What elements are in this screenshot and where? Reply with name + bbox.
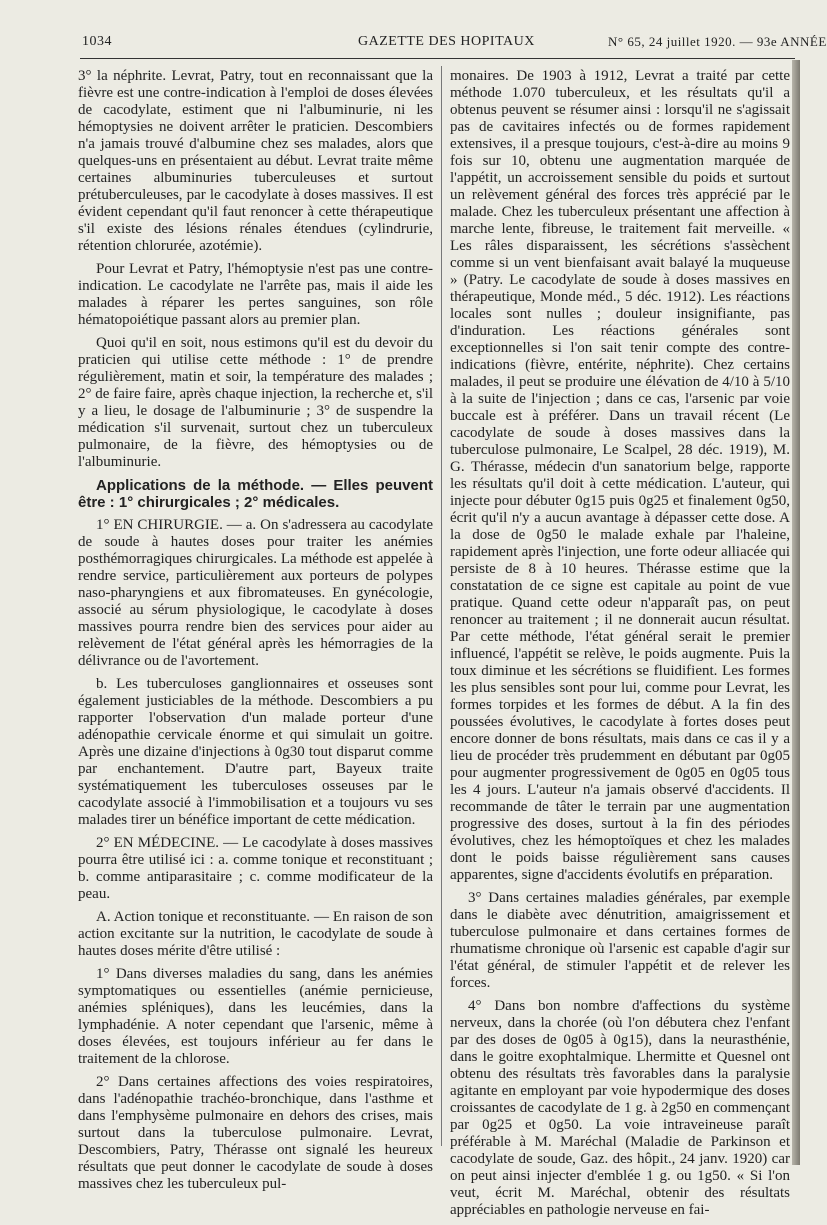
- header-rule: [80, 58, 795, 59]
- right-column: [450, 68, 790, 1225]
- page-header: [58, 28, 827, 52]
- issue-info: N° 65, 24 juillet 1920. — 93e ANNÉE: [608, 34, 827, 49]
- column-divider: [441, 66, 442, 1146]
- page-number: 1034: [82, 34, 112, 49]
- paragraph: A. Action tonique et reconstituante. — En raison de son action excitante sur la nutrition, le cacodylate de soude à hautes doses mérite d'être utilisé :: [78, 909, 433, 959]
- paragraph: 1° Dans diverses maladies du sang, dans les anémies symptomatiques ou essentielles (anémie pernicieuse, anémies spléniques), dans les leucémies, dans la lymphadénie. A noter cependant que l'arsenic, même à doses élevées, est toujours inférieur au fer dans le traitement de la chlorose.: [78, 966, 433, 1067]
- paragraph: 1° EN CHIRURGIE. — a. On s'adressera au cacodylate de soude à hautes doses pour traiter les anémies posthémorragiques chirurgicales. La méthode est appelée à rendre service, particulièrement aux porteurs de polypes naso-pharyngiens et aux fibromateuses. En gynécologie, associé au sérum physiologique, le cacodylate à doses massives pourra rendre bien des services pour aider au relèvement de l'état général après les hémorragies de la délivrance ou de l'avortement.: [78, 517, 433, 669]
- paragraph: b. Les tuberculoses ganglionnaires et osseuses sont également justiciables de la méthode. Descombiers a pu rapporter l'observation d'un malade porteur d'une adénopathie cervicale énorme et qui simulait un goitre. Après une dizaine d'injections à 0g30 tout disparut comme par enchantement. D'autre part, Bayeux traite systématiquement les tuberculoses osseuses par le cacodylate associé à l'immobilisation et a toujours vu ses malades tirer un bénéfice important de cette médication.: [78, 676, 433, 828]
- section-heading: Applications de la méthode. — Elles peuvent être : 1° chirurgicales ; 2° médicales.: [78, 477, 433, 511]
- left-column: [78, 68, 433, 1199]
- paragraph: 2° EN MÉDECINE. — Le cacodylate à doses massives pourra être utilisé ici : a. comme tonique et reconstituant ; b. comme antiparasitaire ; c. comme modificateur de la peau.: [78, 835, 433, 902]
- paragraph: 2° Dans certaines affections des voies respiratoires, dans l'adénopathie trachéo-bronchique, dans l'asthme et dans l'emphysème pulmonaire en dehors des crises, mais surtout dans la tuberculose pulmonaire. Levrat, Descombiers, Patry, Thérasse ont signalé les heureux résultats que peut donner le cacodylate de soude à doses massives chez les tuberculeux pul-: [78, 1074, 433, 1192]
- paragraph: Quoi qu'il en soit, nous estimons qu'il est du devoir du praticien qui utilise cette méthode : 1° de prendre régulièrement, matin et soir, la température des malades ; 2° de faire faire, après chaque injection, la recherche et, s'il y a lieu, le dosage de l'albuminurie ; 3° de suspendre la médication s'il survenait, surtout chez un tuberculeux pulmonaire, de la fièvre, des hémoptysies ou de l'albuminurie.: [78, 335, 433, 470]
- journal-title: GAZETTE DES HOPITAUX: [358, 34, 535, 49]
- paragraph: 4° Dans bon nombre d'affections du système nerveux, dans la chorée (où l'on débutera chez l'enfant par des doses de 0g05 à 0g15), dans la neurasthénie, dans le goitre exophtalmique. Lhermitte et Quesnel ont obtenu des résultats très favorables dans la paralysie agitante en employant par voie hypodermique des doses croissantes de cacodylate de 1 g. à 2g50 en commençant par 0g25 et 0g50. La voie intraveineuse paraît préférable à M. Maréchal (Maladie de Parkinson et cacodylate de soude, Gaz. des hôpit., 24 janv. 1920) car on peut ainsi injecter d'emblée 1 g. ou 1g50. « Si l'on veut, écrit M. Maréchal, obtenir des résultats appréciables en pathologie nerveuse en fai-: [450, 998, 790, 1218]
- paragraph: monaires. De 1903 à 1912, Levrat a traité par cette méthode 1.070 tuberculeux, et les résultats qu'il a obtenus peuvent se résumer ainsi : lorsqu'il ne s'agissait pas de cavitaires infectés ou de formes rapidement extensives, il a presque toujours, c'est-à-dire au moins 9 fois sur 10, obtenu une augmentation marquée de l'appétit, un accroissement sensible du poids et surtout un relèvement général des forces très apprécié par le malade. Chez les tuberculeux présentant une affection à marche lente, fibreuse, le traitement fait merveille. « Les râles disparaissent, les sécrétions s'assèchent comme si un vent bienfaisant avait balayé la muqueuse » (Patry. Le cacodylate de soude à doses massives en thérapeutique, Monde méd., 5 déc. 1912). Les réactions locales sont nulles ; douleur insignifiante, pas d'induration. Les réactions générales sont exceptionnelles si l'on sait tenir compte des contre-indications (fièvre, entérite, néphrite). Chez certains malades, il peut se produire une élévation de 4/10 à 5/10 à la suite de l'injection ; dans ce cas, l'arsenic par voie buccale est à préférer. Dans un travail récent (Le cacodylate de soude à doses massives dans la tuberculose pulmonaire, Le Scalpel, 28 déc. 1919), M. G. Thérasse, médecin d'un sanatorium belge, rapporte les résultats qu'il doit à cette médication. L'auteur, qui injecte pour débuter 0g15 puis 0g25 et finalement 0g50, écrit qu'il n'y a aucun avantage à dépasser cette dose. A la dose de 0g50 le malade exhale par l'haleine, rapidement après l'injection, une forte odeur alliacée qui persiste de 8 à 10 heures. Thérasse estime que la constatation de ce signe est capitale au point de vue pratique. Quand cette odeur n'apparaît pas, on peut renoncer au traitement ; il ne donnerait aucun résultat. Par cette méthode, l'état général serait le premier influencé, l'appétit se relève, le poids augmente. Puis la toux diminue et les sécrétions se fluidifient. Les formes les plus sensibles sont pour lui, comme pour Levrat, les formes torpides et les formes de début. A la fin des poussées évolutives, le cacodylate à fortes doses peut encore donner de bons résultats, mais dans ce cas il y a lieu de procéder très prudemment en débutant par 0g05 pour augmenter progressivement de 0g05 en 0g05 tous les 4 jours. L'auteur n'a jamais observé d'accidents. Il recommande de tâter le terrain par une augmentation progressive des doses, surtout à la fin des périodes évolutives, chez les hémoptoïques et chez les malades dont le poids baisse régulièrement sans causes apparentes, signe d'accidents évolutifs en préparation.: [450, 68, 790, 883]
- page-spine-shadow: [792, 60, 800, 1165]
- paragraph: 3° Dans certaines maladies générales, par exemple dans le diabète avec dénutrition, amaigrissement et tuberculose pulmonaire et dans certaines formes de rhumatisme chronique où l'arsenic est capable d'agir sur l'état général, de stimuler l'appétit et de relever les forces.: [450, 890, 790, 991]
- paragraph: Pour Levrat et Patry, l'hémoptysie n'est pas une contre-indication. Le cacodylate ne l'arrête pas, mais il aide les malades à réparer les pertes sanguines, son rôle hématopoiétique passant alors au premier plan.: [78, 261, 433, 328]
- paragraph: 3° la néphrite. Levrat, Patry, tout en reconnaissant que la fièvre est une contre-indication à l'emploi de doses élevées de cacodylate, estiment que ni l'albuminurie, ni les hémoptysies ne doivent arrêter le praticien. Descombiers n'a jamais trouvé d'albumine chez ses malades, alors que quelques-uns en présentaient au début. Levrat traite même certaines albuminuries tuberculeuses et surtout prétuberculeuses, par le cacodylate à doses massives. Il est évident cependant qu'il faut renoncer à cette thérapeutique s'il existe des lésions rénales étendues (cylindrurie, rétention chlorurée, azotémie).: [78, 68, 433, 254]
